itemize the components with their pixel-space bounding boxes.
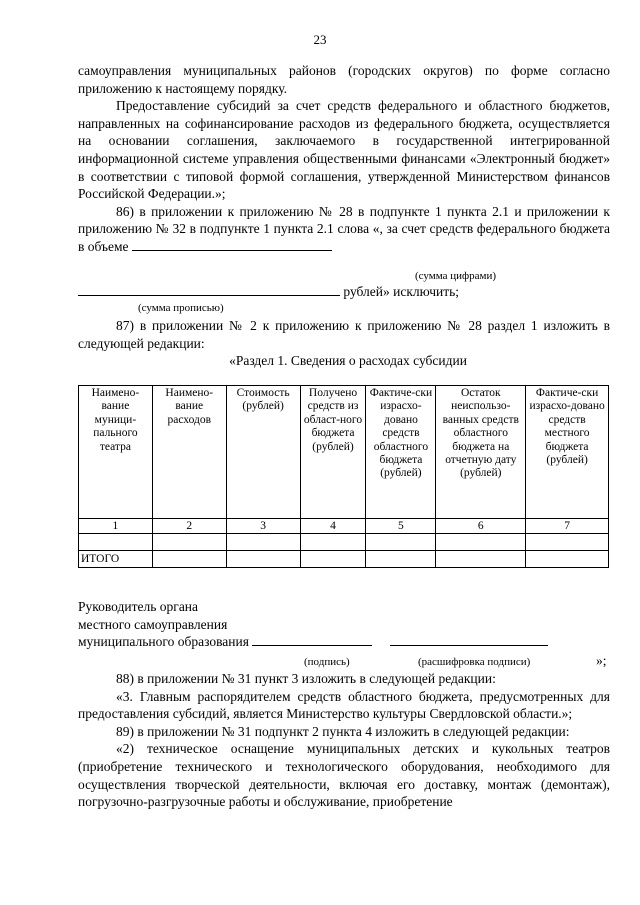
expenses-table [78, 385, 609, 568]
signature-line-2: местного самоуправления [78, 616, 228, 632]
total-label: ИТОГО [79, 551, 153, 568]
signature-line [252, 633, 372, 646]
table-row [79, 534, 609, 551]
table-cell [152, 551, 226, 568]
table-cell [526, 551, 609, 568]
table-header-row [79, 386, 609, 519]
paragraph-item-87: 87) в приложении № 2 к приложению к приложению № 28 раздел 1 изложить в следующей редакции: [78, 318, 610, 351]
table-cell [226, 551, 300, 568]
caption-signature-decode: (расшифровка подписи) [418, 656, 531, 668]
column-number: 4 [300, 519, 366, 534]
table-cell [526, 534, 609, 551]
paragraph-subsidy-provision: Предоставление субсидий за счет средств федерального и областного бюджетов, направленных на софинансирование расходов из федерального бюджета, осуществляется на основании соглашения, заключаемого в государственной интегрированной информационной системе управления общественными финансами «Электронный бюджет» в соответствии с типовой формой соглашения, утвержденной Министерством финансов Российской Федерации.»; [78, 98, 610, 202]
signature-line-3 [78, 633, 618, 651]
item-86-text: 86) в приложении к приложению № 28 в подпункте 1 пункта 2.1 и приложении к приложению № 32 в подпункте 1 пункта 2.1 слова «, за счет средств федерального бюджета в объеме [78, 203, 610, 254]
text-block-top [78, 62, 610, 256]
header-theatre-name: Наимено-вание муници-пального театра [79, 386, 153, 519]
table-cell [152, 534, 226, 551]
header-expense-name: Наимено-вание расходов [152, 386, 226, 519]
paragraph-item-89-quote: «2) техническое оснащение муниципальных детских и кукольных театров (приобретение технического и технологического оборудования, необходимого для осуществления творческой деятельности, включая его доставку, монтаж (демонтаж), погрузочно-разгрузочные работы и обслуживание, приобретение [78, 741, 610, 810]
table-total-row [79, 551, 609, 568]
signature-block [78, 598, 618, 651]
amount-digits-line [132, 238, 332, 251]
section-title: «Раздел 1. Сведения о расходах субсидии [229, 353, 467, 368]
signature-decode-line [390, 633, 548, 646]
table-cell [436, 534, 526, 551]
table-column-numbers-row [79, 519, 609, 534]
signature-end-quote: »; [596, 653, 607, 668]
header-spent-local: Фактиче-ски израсхо-довано средств местного бюджета (рублей) [526, 386, 609, 519]
table-cell [436, 551, 526, 568]
header-cost: Стоимость (рублей) [226, 386, 300, 519]
text-block-87 [78, 317, 610, 352]
header-remaining-regional: Остаток неиспользо-ванных средств областного бюджета на отчетную дату (рублей) [436, 386, 526, 519]
column-number: 6 [436, 519, 526, 534]
table-cell [300, 534, 366, 551]
table-cell [79, 534, 153, 551]
item-86-tail-line [78, 283, 610, 301]
column-number: 1 [79, 519, 153, 534]
caption-signature: (подпись) [304, 656, 350, 668]
caption-amount-words: (сумма прописью) [138, 302, 224, 314]
page-number: 23 [313, 32, 327, 47]
column-number: 3 [226, 519, 300, 534]
paragraph-order-continuation: самоуправления муниципальных районов (городских округов) по форме согласно приложению к настоящему порядку. [78, 63, 610, 96]
caption-amount-digits: (сумма цифрами) [415, 270, 497, 282]
column-number: 2 [152, 519, 226, 534]
table-cell [366, 534, 436, 551]
paragraph-item-88: 88) в приложении № 31 пункт 3 изложить в следующей редакции: [116, 671, 496, 686]
paragraph-item-86 [78, 203, 610, 256]
table-cell [366, 551, 436, 568]
header-spent-regional: Фактиче-ски израсхо-довано средств областного бюджета (рублей) [366, 386, 436, 519]
column-number: 5 [366, 519, 436, 534]
paragraph-item-88-quote: «3. Главным распорядителем средств областного бюджета, предусмотренных для предоставления субсидий, является Министерство культуры Свердловской области.»; [78, 688, 610, 722]
text-block-bottom [78, 670, 610, 811]
table-cell [226, 534, 300, 551]
header-received-regional: Получено средств из област-ного бюджета (рублей) [300, 386, 366, 519]
text-block-86-tail [78, 283, 610, 301]
item-86-tail: рублей» исключить; [343, 284, 460, 299]
signature-org-label: муниципального образования [78, 634, 249, 650]
column-number: 7 [526, 519, 609, 534]
amount-words-line [78, 283, 340, 296]
table-cell [300, 551, 366, 568]
paragraph-item-89: 89) в приложении № 31 подпункт 2 пункта 4 изложить в следующей редакции: [116, 723, 570, 739]
signature-line-1: Руководитель органа [78, 599, 199, 614]
